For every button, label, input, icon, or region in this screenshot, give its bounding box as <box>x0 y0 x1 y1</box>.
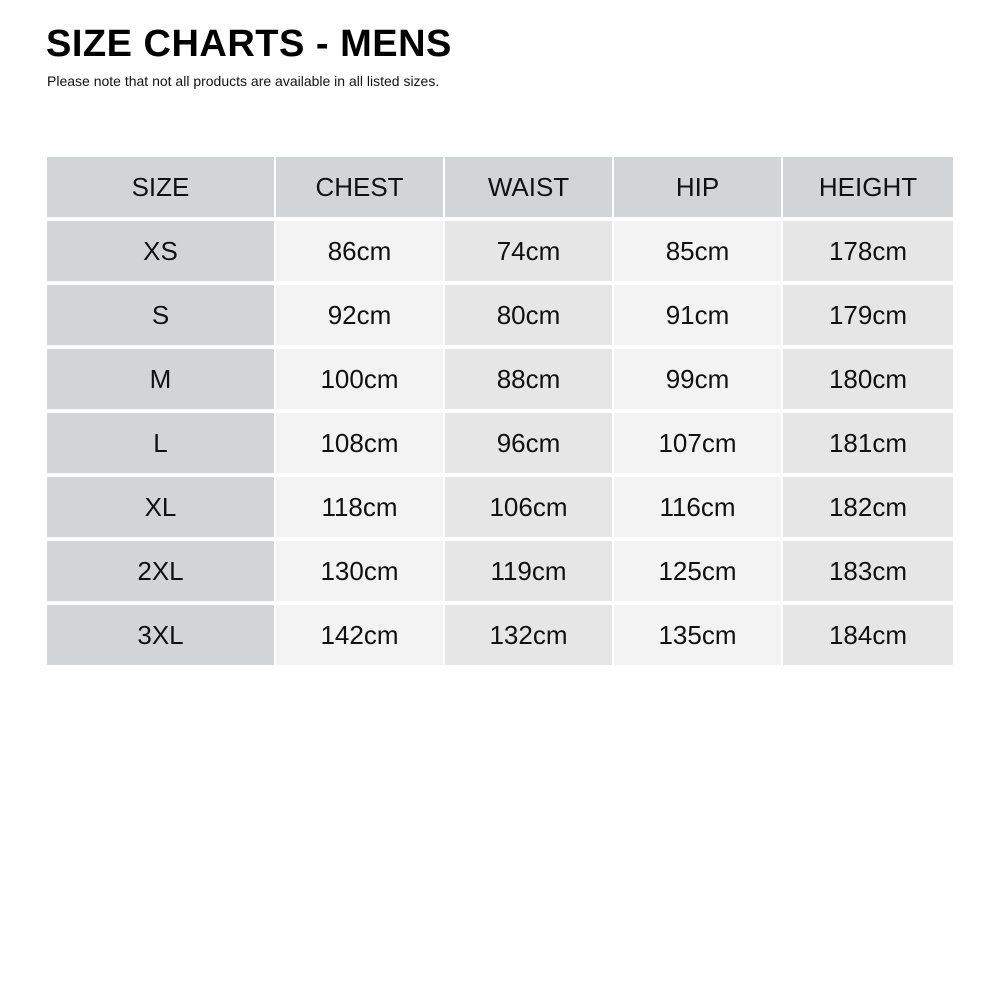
header-height: HEIGHT <box>783 157 953 217</box>
hip-cell: 99cm <box>614 349 781 409</box>
waist-cell: 96cm <box>445 413 612 473</box>
hip-cell: 135cm <box>614 605 781 665</box>
waist-cell: 88cm <box>445 349 612 409</box>
waist-cell: 119cm <box>445 541 612 601</box>
size-cell: XS <box>47 221 274 281</box>
waist-cell: 74cm <box>445 221 612 281</box>
availability-note: Please note that not all products are available in all listed sizes. <box>47 73 440 89</box>
page-title: SIZE CHARTS - MENS <box>46 23 452 65</box>
waist-cell: 80cm <box>445 285 612 345</box>
height-cell: 183cm <box>783 541 953 601</box>
height-cell: 181cm <box>783 413 953 473</box>
header-chest: CHEST <box>276 157 443 217</box>
chest-cell: 118cm <box>276 477 443 537</box>
header-hip: HIP <box>614 157 781 217</box>
size-cell: 3XL <box>47 605 274 665</box>
height-cell: 182cm <box>783 477 953 537</box>
chest-cell: 100cm <box>276 349 443 409</box>
chest-cell: 86cm <box>276 221 443 281</box>
size-cell: L <box>47 413 274 473</box>
hip-cell: 107cm <box>614 413 781 473</box>
waist-cell: 132cm <box>445 605 612 665</box>
chest-cell: 92cm <box>276 285 443 345</box>
header-waist: WAIST <box>445 157 612 217</box>
header-size: SIZE <box>47 157 274 217</box>
waist-cell: 106cm <box>445 477 612 537</box>
height-cell: 180cm <box>783 349 953 409</box>
hip-cell: 91cm <box>614 285 781 345</box>
hip-cell: 125cm <box>614 541 781 601</box>
size-cell: XL <box>47 477 274 537</box>
height-cell: 179cm <box>783 285 953 345</box>
chest-cell: 142cm <box>276 605 443 665</box>
height-cell: 184cm <box>783 605 953 665</box>
size-cell: 2XL <box>47 541 274 601</box>
chest-cell: 108cm <box>276 413 443 473</box>
height-cell: 178cm <box>783 221 953 281</box>
hip-cell: 85cm <box>614 221 781 281</box>
hip-cell: 116cm <box>614 477 781 537</box>
size-chart-table <box>47 157 953 665</box>
size-cell: S <box>47 285 274 345</box>
chest-cell: 130cm <box>276 541 443 601</box>
size-cell: M <box>47 349 274 409</box>
